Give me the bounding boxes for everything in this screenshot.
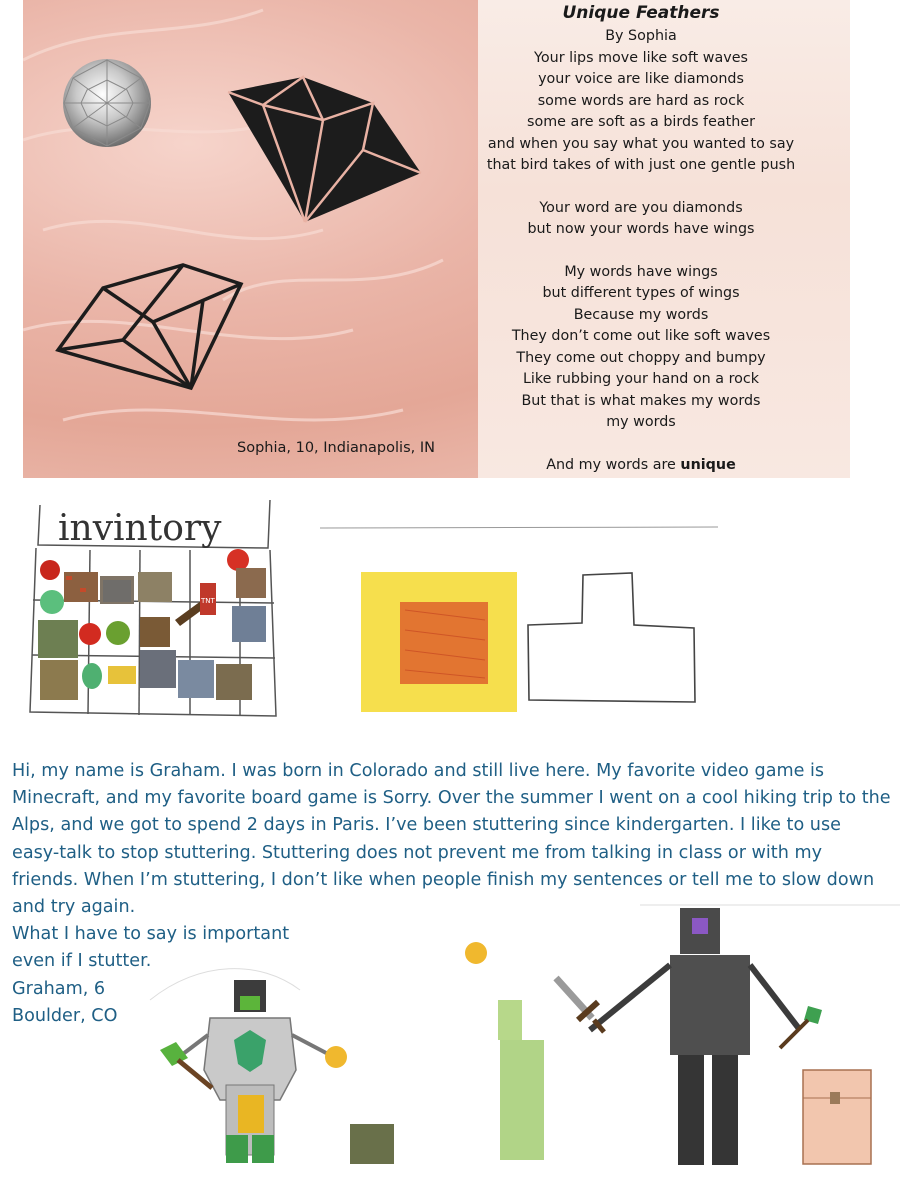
- poem-line: and when you say what you wanted to say: [487, 135, 795, 152]
- emerald-ore-icon: [350, 1124, 394, 1164]
- gravel-block-icon: [138, 572, 172, 602]
- gold-leggings-icon: [238, 1095, 264, 1133]
- poem-line: Your word are you diamonds: [539, 199, 743, 216]
- poem-line: Like rubbing your hand on a rock: [522, 371, 760, 387]
- wood-block-icon: [140, 617, 170, 647]
- lapis-ore-icon: [232, 606, 266, 642]
- poem-line: some words are hard as rock: [537, 92, 745, 109]
- poem-title: Unique Feathers: [562, 3, 720, 23]
- poem-line: They come out choppy and bumpy: [516, 349, 766, 366]
- ender-eyes-icon: [692, 918, 708, 934]
- apple-icon: [79, 623, 101, 645]
- creeper-drawing: [498, 1000, 544, 1160]
- emerald-icon: [40, 590, 64, 614]
- stone-block-icon: [216, 664, 252, 700]
- ore-block-icon: [38, 620, 78, 658]
- poem-line: But that is what makes my words: [521, 392, 761, 409]
- golden-apple-icon: [465, 942, 487, 964]
- slime-ball-icon: [106, 621, 130, 645]
- story-paragraph: Hi, my name is Graham. I was born in Colorado and still live here. My favorite video game is Minecraft, and my favorite board game is Sorry. Over the summer I went on a cool hiking trip to the Alps, and we got to spend 2 days in Paris. I’ve been stuttering since kindergarten. I like to use easy-talk to stop stuttering. Stuttering does not prevent me from talking in class or with my friends. When I’m stuttering, I don’t like when people finish my sentences or tell me to slow down and try again.: [12, 761, 891, 918]
- diamond-ore-icon: [178, 660, 214, 698]
- poem-line: that bird takes of with just one gentle push: [486, 157, 796, 173]
- inventory-items: [38, 549, 266, 700]
- poem-caption: Sophia, 10, Indianapolis, IN: [237, 440, 435, 456]
- apple-icon: [40, 560, 60, 580]
- poem-line: Because my words: [573, 306, 709, 323]
- poem-closing-line: And my words are unique: [546, 456, 736, 473]
- poem-line: Your lips move like soft waves: [534, 49, 748, 66]
- emerald-icon: [82, 663, 102, 689]
- inventory-drawing: [0, 485, 903, 725]
- golden-apple-icon: [325, 1046, 347, 1068]
- dirt-block-icon: [236, 568, 266, 598]
- emerald-boots-icon: [226, 1135, 248, 1163]
- iron-ore-icon: [140, 650, 176, 688]
- poem-line: my words: [606, 414, 676, 430]
- poem-line: They don’t come out like soft waves: [511, 328, 771, 344]
- bucket-icon: [103, 580, 131, 602]
- poem-line: your voice are like diamonds: [538, 71, 744, 87]
- player-drawing: [160, 980, 394, 1164]
- story-author: Graham, 6: [12, 978, 106, 999]
- chest-drawing: [803, 1070, 871, 1164]
- minecraft-characters-drawing: [0, 895, 903, 1200]
- black-diamond-icon: [228, 77, 421, 222]
- poem-byline: By Sophia: [605, 28, 677, 44]
- story-line: What I have to say is important: [12, 924, 290, 945]
- inventory-title: invintory: [58, 508, 222, 549]
- sword-icon: [556, 978, 604, 1032]
- enderman-drawing: [590, 908, 800, 1165]
- poem-closing-emphasis: unique: [680, 456, 736, 473]
- diamond-photo-icon: [63, 59, 151, 147]
- gold-ore-icon: [40, 660, 78, 700]
- poem-line: My words have wings: [564, 263, 718, 280]
- crayon-square-drawing: [361, 572, 517, 712]
- poem-line: but different types of wings: [542, 285, 740, 301]
- poem: [460, 0, 822, 476]
- story-location: Boulder, CO: [12, 1005, 118, 1026]
- story-line: even if I stutter.: [12, 951, 152, 972]
- feather-collage: [23, 0, 478, 478]
- gold-ingot-icon: [108, 666, 136, 684]
- poem-line: but now your words have wings: [527, 221, 755, 237]
- poem-line: some are soft as a birds feather: [527, 114, 755, 130]
- outline-block-drawing: [528, 573, 695, 702]
- svg-text:TNT: TNT: [201, 597, 215, 605]
- apple-icon: [227, 549, 249, 571]
